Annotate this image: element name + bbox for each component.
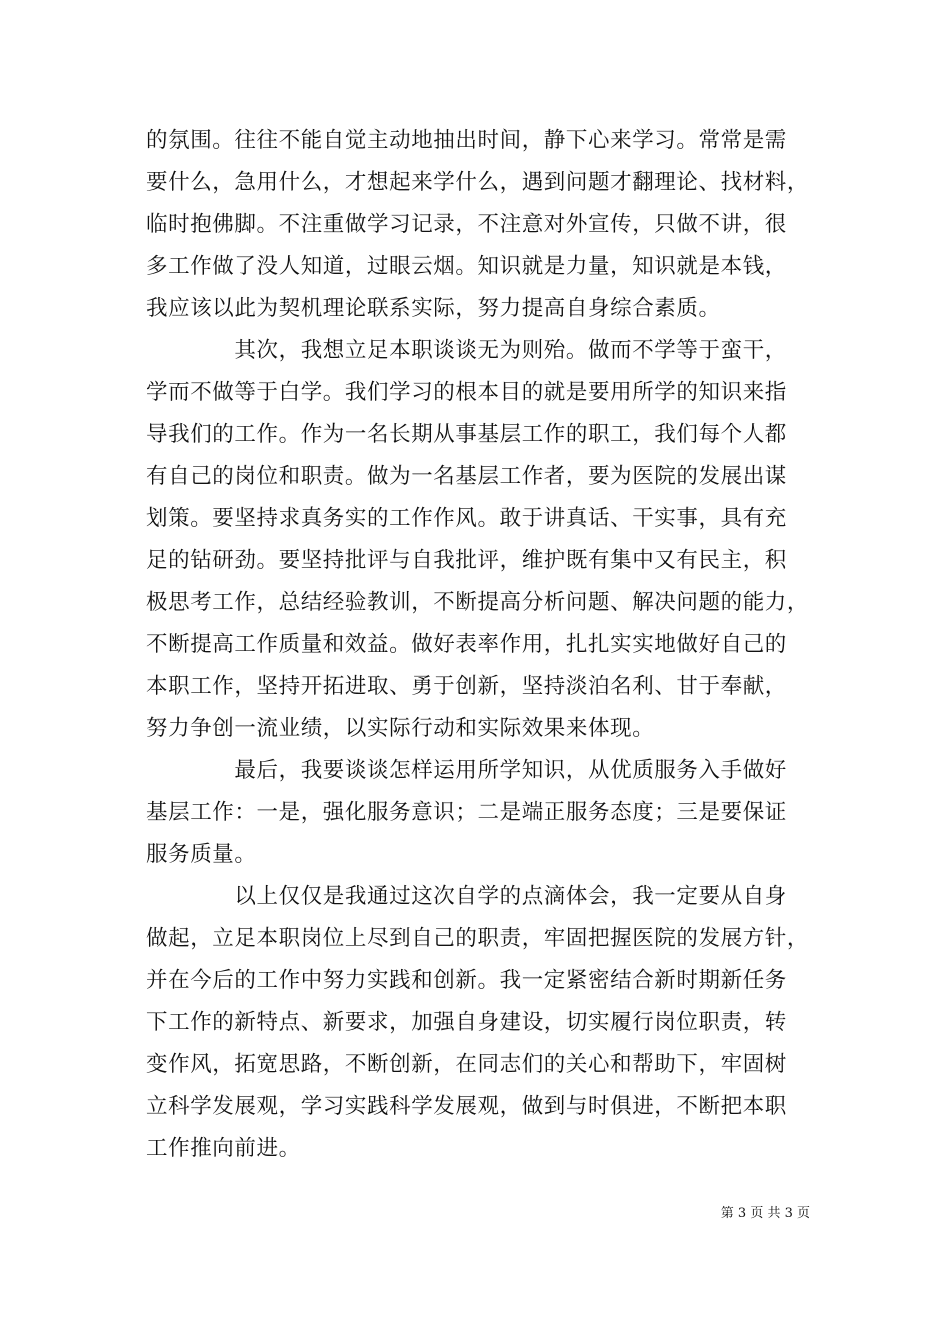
text-line: 足的钻研劲。要坚持批评与自我批评，维护既有集中又有民主，积 bbox=[146, 548, 787, 573]
text-line: 极思考工作，总结经验教训，不断提高分析问题、解决问题的能力， bbox=[146, 590, 810, 615]
text-line: 有自己的岗位和职责。做为一名基层工作者，要为医院的发展出谋 bbox=[146, 464, 787, 489]
text-line: 变作风，拓宽思路，不断创新，在同志们的关心和帮助下，牢固树 bbox=[146, 1052, 787, 1077]
text-line: 不断提高工作质量和效益。做好表率作用，扎扎实实地做好自己的 bbox=[146, 632, 787, 657]
text-line: 以上仅仅是我通过这次自学的点滴体会，我一定要从自身 bbox=[146, 884, 787, 909]
text-line: 并在今后的工作中努力实践和创新。我一定紧密结合新时期新任务 bbox=[146, 968, 787, 993]
text-line: 我应该以此为契机理论联系实际，努力提高自身综合素质。 bbox=[146, 296, 721, 321]
body-text bbox=[146, 120, 824, 1170]
text-line: 学而不做等于白学。我们学习的根本目的就是要用所学的知识来指 bbox=[146, 380, 787, 405]
text-line: 临时抱佛脚。不注重做学习记录，不注意对外宣传，只做不讲，很 bbox=[146, 212, 787, 237]
text-line: 工作推向前进。 bbox=[146, 1136, 301, 1161]
text-line: 努力争创一流业绩，以实际行动和实际效果来体现。 bbox=[146, 716, 655, 741]
text-line: 要什么，急用什么，才想起来学什么，遇到问题才翻理论、找材料， bbox=[146, 170, 810, 195]
text-line: 最后，我要谈谈怎样运用所学知识，从优质服务入手做好 bbox=[146, 758, 787, 783]
text-line: 服务质量。 bbox=[146, 842, 257, 867]
text-line: 导我们的工作。作为一名长期从事基层工作的职工，我们每个人都 bbox=[146, 422, 787, 447]
text-line: 其次，我想立足本职谈谈无为则殆。做而不学等于蛮干， bbox=[146, 338, 787, 363]
text-line: 划策。要坚持求真务实的工作作风。敢于讲真话、干实事，具有充 bbox=[146, 506, 787, 531]
text-line: 做起，立足本职岗位上尽到自己的职责，牢固把握医院的发展方针， bbox=[146, 926, 810, 951]
page-number-footer: 第 3 页 共 3 页 bbox=[720, 1206, 810, 1221]
text-line: 本职工作，坚持开拓进取、勇于创新，坚持淡泊名利、甘于奉献， bbox=[146, 674, 787, 699]
text-line: 的氛围。往往不能自觉主动地抽出时间，静下心来学习。常常是需 bbox=[146, 128, 787, 153]
text-line: 下工作的新特点、新要求，加强自身建设，切实履行岗位职责，转 bbox=[146, 1010, 787, 1035]
text-line: 立科学发展观，学习实践科学发展观，做到与时俱进，不断把本职 bbox=[146, 1094, 787, 1119]
text-line: 多工作做了没人知道，过眼云烟。知识就是力量，知识就是本钱， bbox=[146, 254, 787, 279]
text-line: 基层工作：一是，强化服务意识；二是端正服务态度；三是要保证 bbox=[146, 800, 787, 825]
